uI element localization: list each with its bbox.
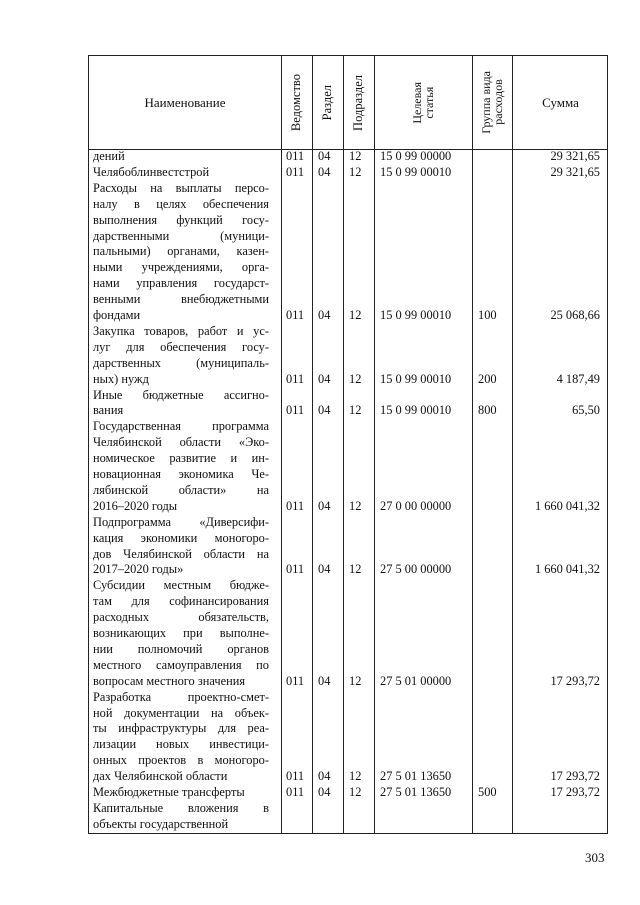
row-name-line: ты инфраструктуры для реа- — [93, 721, 269, 736]
row-sum: 4 187,49 — [556, 371, 600, 386]
row-name-line: вания — [93, 403, 124, 418]
row-name — [93, 801, 269, 833]
column-divider — [312, 56, 313, 833]
row-ved: 011 — [286, 308, 305, 322]
row-name-line: пальными) органами, казен- — [93, 244, 269, 259]
column-divider — [343, 56, 344, 833]
row-podrazdel: 12 — [349, 562, 362, 577]
row-name-line: Иные бюджетные ассигно- — [93, 387, 269, 402]
row-group: 100 — [478, 308, 497, 322]
row-name-line: дов Челябинской области на — [93, 546, 269, 561]
row-name-line: налу в целях обеспечения — [93, 196, 269, 211]
row-target: 15 0 99 00010 — [380, 371, 452, 386]
row-name — [93, 578, 269, 689]
row-target: 27 5 00 00000 — [380, 562, 452, 577]
header-target-cell — [374, 56, 472, 149]
row-target: 27 5 01 00000 — [380, 673, 452, 688]
row-razdel: 04 — [318, 164, 331, 179]
row-name-line: 2016–2020 годы — [93, 498, 178, 513]
row-sum: 17 293,72 — [550, 785, 600, 799]
row-name-line: нии полномочий органов — [93, 641, 269, 656]
header-razdel-cell — [312, 56, 343, 149]
row-name-line: Субсидии местным бюдже- — [93, 578, 269, 593]
row-podrazdel: 12 — [349, 149, 362, 163]
row-name-line: 2017–2020 годы» — [93, 562, 184, 577]
column-divider — [512, 56, 513, 833]
row-razdel: 04 — [318, 785, 331, 799]
row-name-line: фондами — [93, 308, 141, 323]
row-name — [93, 181, 269, 324]
row-group: 500 — [478, 785, 497, 799]
row-name-line: венными внебюджетными — [93, 292, 269, 307]
row-name-line: кация экономики моногоро- — [93, 530, 269, 545]
row-sum: 29 321,65 — [550, 164, 600, 179]
row-name — [93, 419, 269, 514]
row-podrazdel: 12 — [349, 785, 362, 799]
row-podrazdel: 12 — [349, 403, 362, 418]
column-divider — [281, 56, 282, 833]
header-name-cell — [89, 56, 281, 149]
row-name-line: вопросам местного значения — [93, 673, 246, 688]
row-name-line: ной документации на объек- — [93, 705, 269, 720]
row-name-line: лябинской области» на — [93, 482, 269, 497]
row-name-line: объекты государственной — [93, 816, 229, 831]
header-sum-cell — [512, 56, 609, 149]
budget-table — [88, 55, 608, 834]
row-name-line: Капитальные вложения в — [93, 800, 269, 815]
row-sum: 17 293,72 — [550, 769, 600, 784]
row-name — [93, 165, 269, 181]
row-name-line: дений — [93, 149, 125, 163]
row-sum: 1 660 041,32 — [534, 498, 600, 513]
row-name — [93, 690, 269, 785]
header-ved: Ведомство — [289, 73, 303, 132]
header-group-cell — [472, 56, 512, 149]
row-target: 27 0 00 00000 — [380, 498, 452, 513]
row-name-line: Разработка проектно-смет- — [93, 689, 269, 704]
row-name-line: возникающих при выполне- — [93, 626, 269, 641]
row-name-line: Расходы на выплаты персо- — [93, 180, 269, 195]
row-sum: 29 321,65 — [550, 149, 600, 163]
row-name-line: Государственная программа — [93, 419, 269, 434]
row-podrazdel: 12 — [349, 308, 362, 322]
row-name-line: онных проектов в моногоро- — [93, 753, 269, 768]
row-ved: 011 — [286, 371, 305, 386]
row-name — [93, 785, 269, 801]
column-divider — [374, 56, 375, 833]
row-target: 15 0 99 00010 — [380, 308, 452, 322]
row-razdel: 04 — [318, 149, 331, 163]
row-target: 15 0 99 00010 — [380, 403, 452, 418]
row-name — [93, 388, 269, 420]
row-name-line: дарственных (муниципаль- — [93, 355, 269, 370]
header-podrazdel-cell — [343, 56, 374, 149]
row-name-line: нами управления государст- — [93, 276, 269, 291]
row-name — [93, 515, 269, 579]
column-divider — [472, 56, 473, 833]
row-ved: 011 — [286, 164, 305, 179]
row-name — [93, 149, 269, 165]
row-group: 200 — [478, 371, 497, 386]
header-group: Группа вида расходов — [479, 71, 505, 134]
row-target: 15 0 99 00010 — [380, 164, 452, 179]
page-number: 303 — [585, 850, 605, 865]
row-sum: 25 068,66 — [550, 308, 600, 322]
row-razdel: 04 — [318, 308, 331, 322]
row-name-line: ных) нужд — [93, 371, 149, 386]
row-podrazdel: 12 — [349, 164, 362, 179]
row-name-line: номическое развитие и ин- — [93, 451, 269, 466]
row-sum: 17 293,72 — [550, 673, 600, 688]
row-ved: 011 — [286, 673, 305, 688]
row-name-line: Челябоблинвестстрой — [93, 164, 210, 179]
row-target: 27 5 01 13650 — [380, 785, 452, 799]
row-target: 15 0 99 00000 — [380, 149, 452, 163]
header-target: Целевая статья — [410, 81, 436, 124]
row-razdel: 04 — [318, 371, 331, 386]
row-name-line: Закупка товаров, работ и ус- — [93, 323, 269, 338]
row-name-line: там для софинансирования — [93, 594, 269, 609]
row-razdel: 04 — [318, 673, 331, 688]
row-podrazdel: 12 — [349, 498, 362, 513]
row-target: 27 5 01 13650 — [380, 769, 452, 784]
row-name-line: расходных обязательств, — [93, 610, 269, 625]
row-name — [93, 324, 269, 388]
row-sum: 65,50 — [572, 403, 600, 418]
row-name-line: Подпрограмма «Диверсифи- — [93, 514, 269, 529]
row-name-line: ными учреждениями, орга- — [93, 260, 269, 275]
row-name-line: новационная экономика Че- — [93, 467, 269, 482]
row-ved: 011 — [286, 403, 305, 418]
row-podrazdel: 12 — [349, 673, 362, 688]
row-podrazdel: 12 — [349, 769, 362, 784]
row-name-line: дарственными (муници- — [93, 228, 269, 243]
row-name-line: Челябинской области «Эко- — [93, 435, 269, 450]
header-sum: Сумма — [542, 94, 579, 110]
row-ved: 011 — [286, 769, 305, 784]
row-razdel: 04 — [318, 403, 331, 418]
row-razdel: 04 — [318, 498, 331, 513]
header-podrazdel: Подраздел — [351, 74, 365, 131]
row-podrazdel: 12 — [349, 371, 362, 386]
header-razdel: Раздел — [320, 84, 334, 121]
row-group: 800 — [478, 403, 497, 418]
row-name-line: местного самоуправления по — [93, 657, 269, 672]
row-ved: 011 — [286, 785, 305, 799]
row-name-line: Межбюджетные трансферты — [93, 785, 245, 799]
row-ved: 011 — [286, 498, 305, 513]
header-name: Наименование — [144, 94, 226, 110]
row-sum: 1 660 041,32 — [534, 562, 600, 577]
row-name-line: выполнения функций госу- — [93, 212, 269, 227]
row-name-line: дах Челябинской области — [93, 769, 228, 784]
header-ved-cell — [281, 56, 312, 149]
row-razdel: 04 — [318, 562, 331, 577]
row-name-line: луг для обеспечения госу- — [93, 339, 269, 354]
row-name-line: лизации новых инвестици- — [93, 737, 269, 752]
row-ved: 011 — [286, 562, 305, 577]
row-ved: 011 — [286, 149, 305, 163]
row-razdel: 04 — [318, 769, 331, 784]
